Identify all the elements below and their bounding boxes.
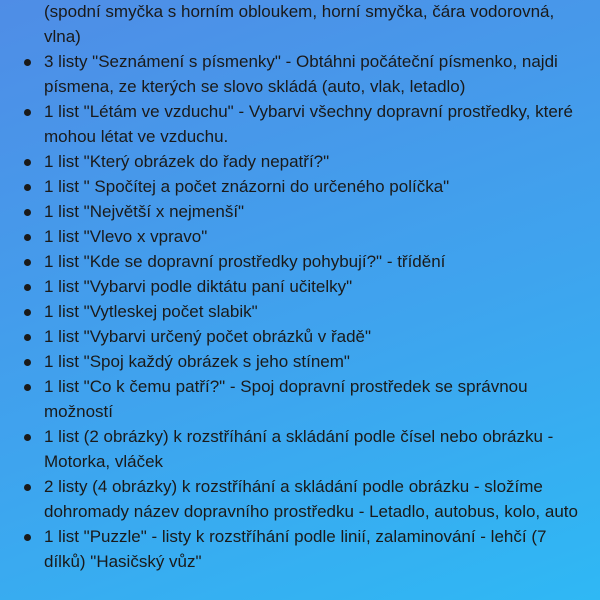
- bullet-icon: [24, 334, 31, 341]
- bullet-icon: [24, 384, 31, 391]
- list-item: [24, 274, 586, 299]
- list-item: [24, 49, 586, 99]
- worksheet-list: [24, 49, 586, 574]
- intro-text: (spodní smyčka s horním obloukem, horní smyčka, čára vodorovná, vlna): [44, 2, 555, 46]
- list-item: [24, 374, 586, 424]
- list-item: [24, 174, 586, 199]
- list-item-text: 1 list "Spoj každý obrázek s jeho stínem": [44, 352, 350, 371]
- bullet-icon: [24, 234, 31, 241]
- bullet-icon: [24, 309, 31, 316]
- list-item-text: 3 listy "Seznámení s písmenky" - Obtáhni počáteční písmenko, najdi písmena, ze kterých se slovo skládá (auto, vlak, letadlo): [44, 52, 558, 96]
- list-item: [24, 424, 586, 474]
- list-item: [24, 474, 586, 524]
- bullet-icon: [24, 534, 31, 541]
- list-item-text: 2 listy (4 obrázky) k rozstříhání a skládání podle obrázku - složíme dohromady název dopravního prostředku - Letadlo, autobus, kolo, auto: [44, 477, 578, 521]
- bullet-icon: [24, 434, 31, 441]
- list-item-text: 1 list "Vybarvi podle diktátu paní učitelky": [44, 277, 353, 296]
- list-item-text: 1 list "Vytleskej počet slabik": [44, 302, 258, 321]
- list-item-text: 1 list "Puzzle" - listy k rozstříhání podle linií, zalaminování - lehčí (7 dílků) "Hasičský vůz": [44, 527, 547, 571]
- list-item-text: 1 list "Který obrázek do řady nepatří?": [44, 152, 330, 171]
- list-item: [24, 224, 586, 249]
- list-item: [24, 299, 586, 324]
- bullet-icon: [24, 284, 31, 291]
- list-item: [24, 199, 586, 224]
- list-item-text: 1 list "Létám ve vzduchu" - Vybarvi všechny dopravní prostředky, které mohou létat ve vzduchu.: [44, 102, 573, 146]
- bullet-icon: [24, 359, 31, 366]
- list-item: [24, 324, 586, 349]
- list-item: [24, 249, 586, 274]
- list-item: [24, 349, 586, 374]
- list-item-text: 1 list "Vybarvi určený počet obrázků v řadě": [44, 327, 372, 346]
- list-item-text: 1 list " Spočítej a počet znázorni do určeného políčka": [44, 177, 450, 196]
- bullet-icon: [24, 259, 31, 266]
- list-item: [24, 99, 586, 149]
- bullet-icon: [24, 484, 31, 491]
- list-item: [24, 524, 586, 574]
- bullet-icon: [24, 109, 31, 116]
- list-item-text: 1 list "Co k čemu patří?" - Spoj dopravní prostředek se správnou možností: [44, 377, 528, 421]
- bullet-icon: [24, 209, 31, 216]
- list-item-text: 1 list "Největší x nejmenší": [44, 202, 245, 221]
- list-item: [24, 149, 586, 174]
- bullet-icon: [24, 59, 31, 66]
- list-item-text: 1 list "Kde se dopravní prostředky pohybují?" - třídění: [44, 252, 446, 271]
- list-item-text: 1 list "Vlevo x vpravo": [44, 227, 208, 246]
- bullet-icon: [24, 159, 31, 166]
- bullet-icon: [24, 184, 31, 191]
- list-item-text: 1 list (2 obrázky) k rozstříhání a skládání podle čísel nebo obrázku - Motorka, vláček: [44, 427, 554, 471]
